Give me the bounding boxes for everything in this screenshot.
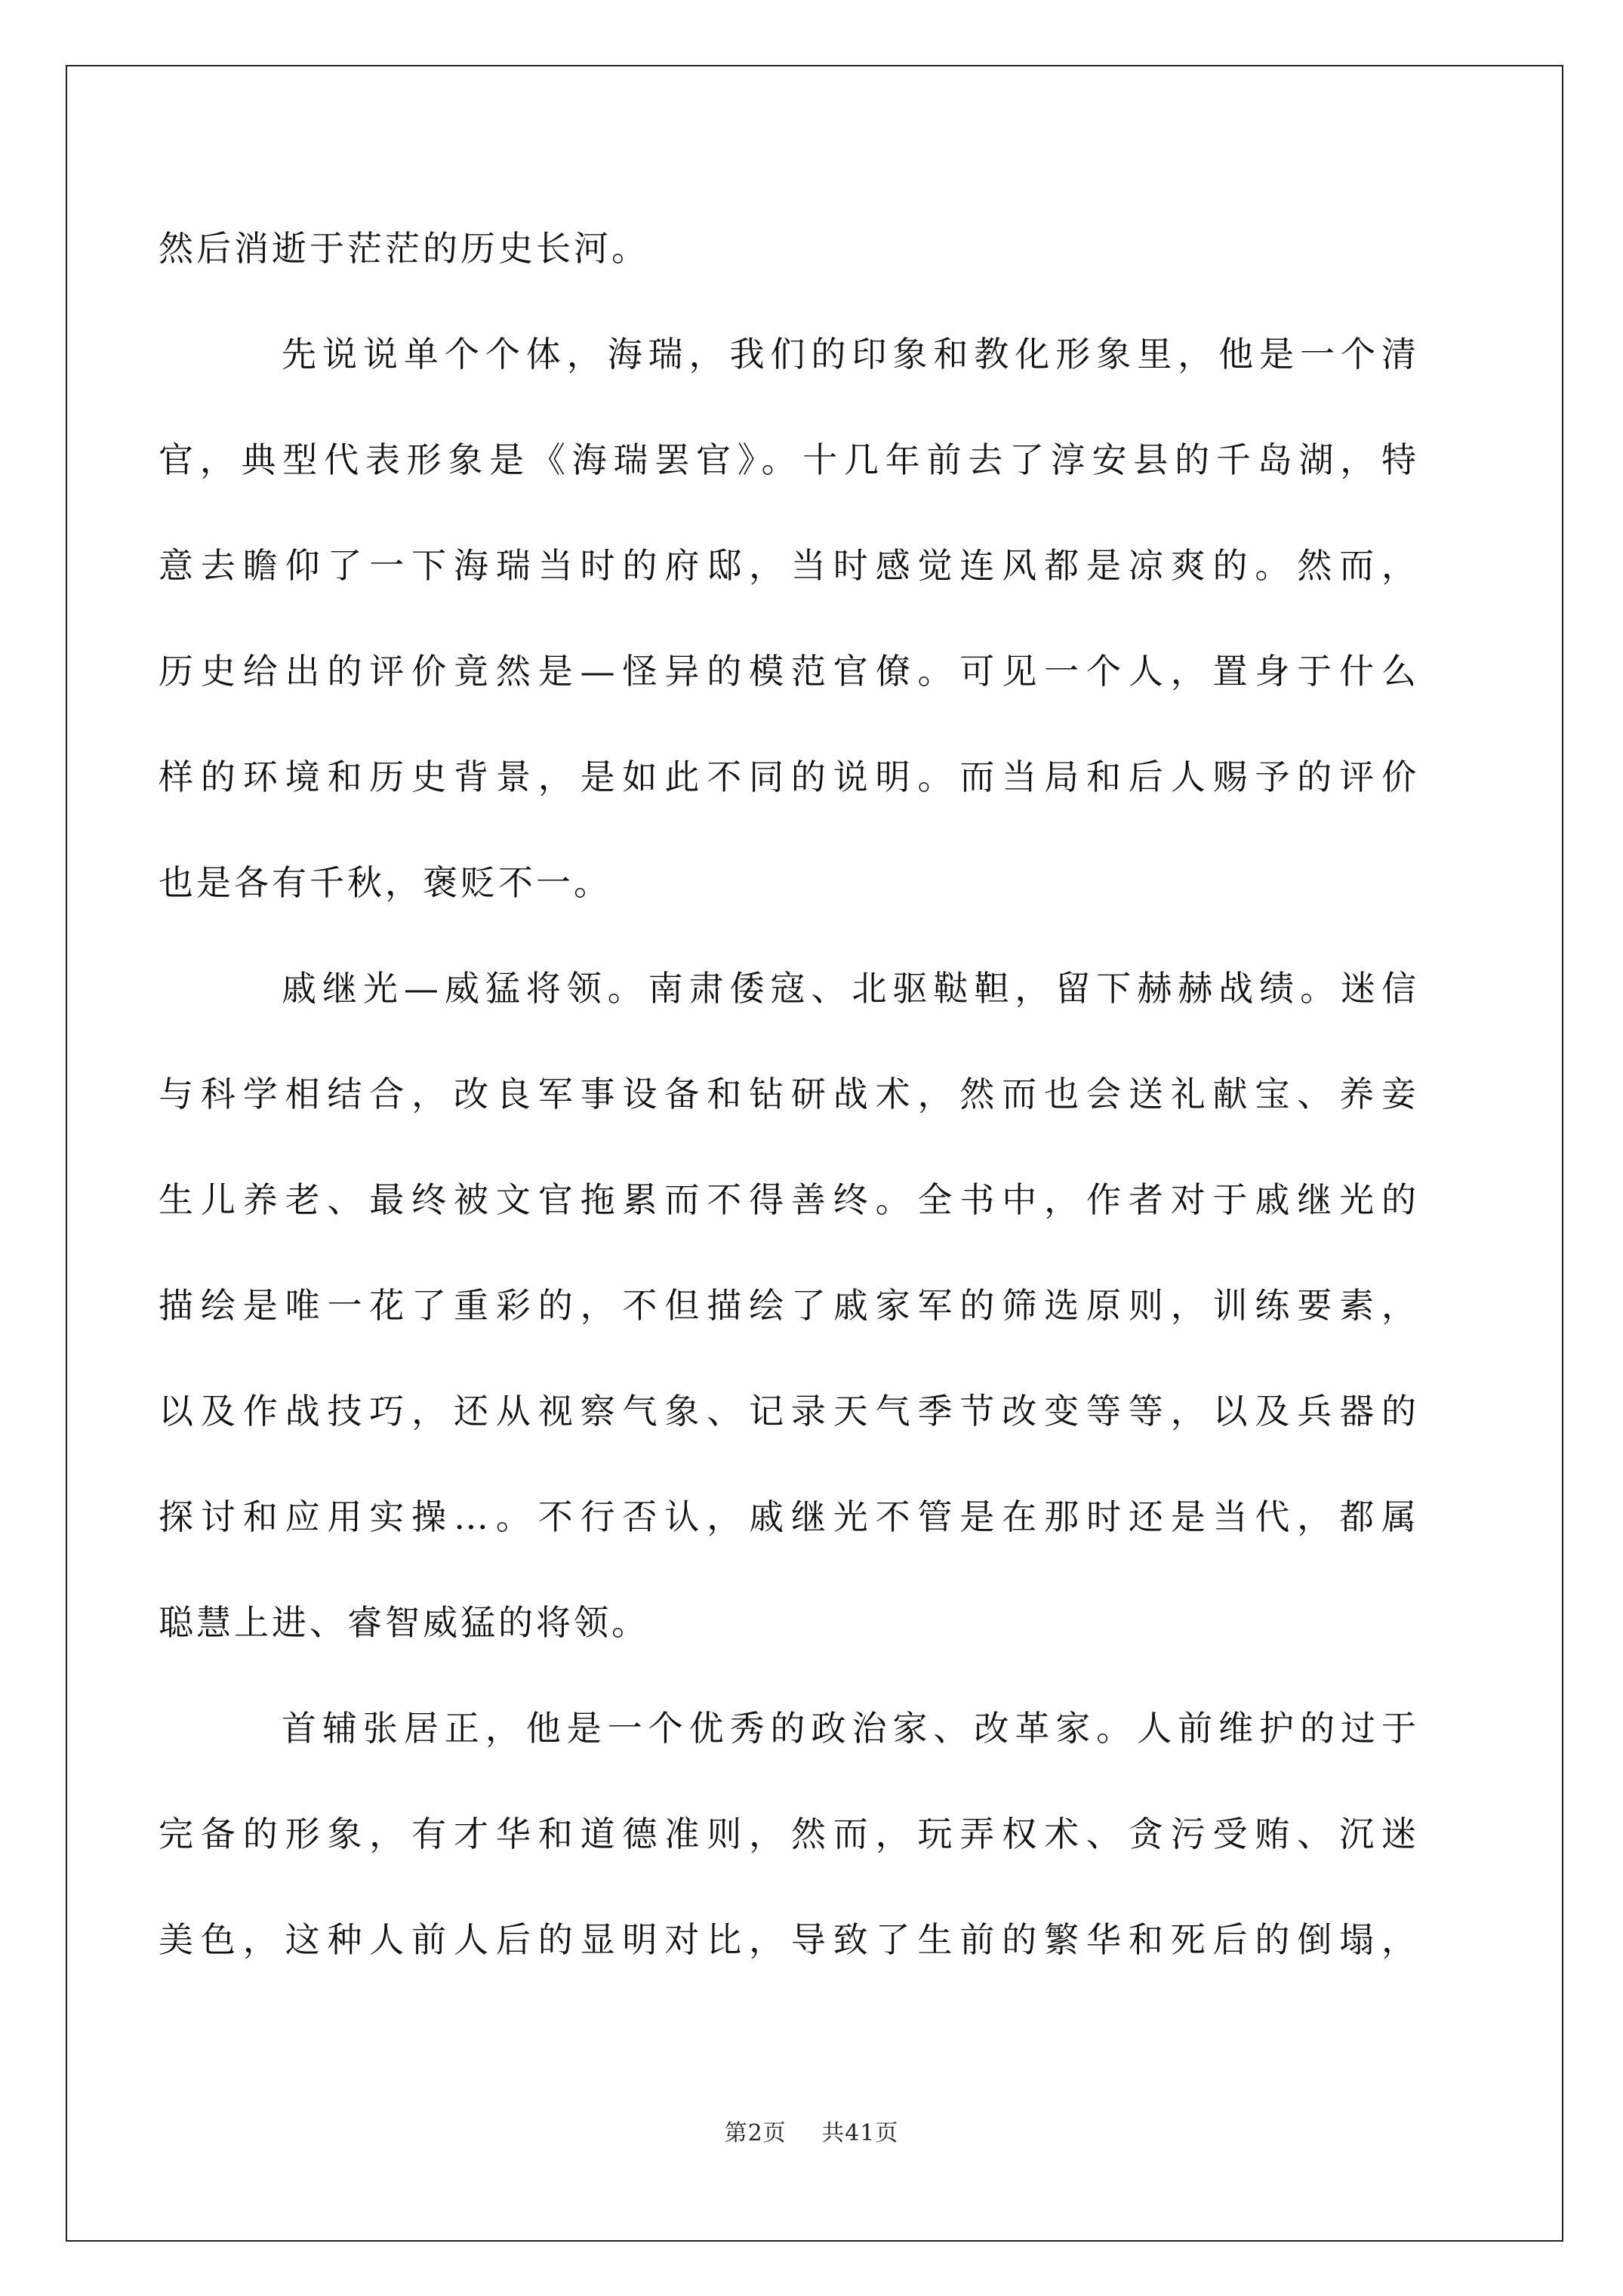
text-line: 描绘是唯一花了重彩的，不但描绘了戚家军的筛选原则，训练要素， — [159, 1285, 1419, 1326]
text-line: 美色，这种人前人后的显明对比，导致了生前的繁华和死后的倒塌， — [159, 1919, 1419, 1960]
text-line: 首辅张居正，他是一个优秀的政治家、改革家。人前维护的过于 — [282, 1708, 1419, 1749]
text-line: 聪慧上进、睿智威猛的将领。 — [159, 1602, 649, 1643]
page-footer — [0, 2114, 1623, 2147]
text-line: 戚继光—威猛将领。南肃倭寇、北驱鞑靼，留下赫赫战绩。迷信 — [282, 968, 1419, 1009]
text-line: 官，典型代表形象是《海瑞罢官》。十几年前去了淳安县的千岛湖，特 — [159, 439, 1419, 480]
page-number: 第2页 — [724, 2120, 787, 2147]
text-line: 以及作战技巧，还从视察气象、记录天气季节改变等等，以及兵器的 — [159, 1391, 1419, 1432]
text-line: 生儿养老、最终被文官拖累而不得善终。全书中，作者对于戚继光的 — [159, 1179, 1419, 1220]
text-line: 意去瞻仰了一下海瑞当时的府邸，当时感觉连风都是凉爽的。然而， — [159, 545, 1419, 586]
text-line: 样的环境和历史背景，是如此不同的说明。而当局和后人赐予的评价 — [159, 757, 1419, 797]
text-line: 也是各有千秋，褒贬不一。 — [159, 862, 611, 903]
text-line: 然后消逝于茫茫的历史长河。 — [159, 228, 649, 269]
text-line: 先说说单个个体，海瑞，我们的印象和教化形象里，他是一个清 — [282, 334, 1419, 374]
text-line: 探讨和应用实操…。不行否认，戚继光不管是在那时还是当代，都属 — [159, 1496, 1419, 1537]
text-line: 与科学相结合，改良军事设备和钻研战术，然而也会送礼献宝、养妾 — [159, 1074, 1419, 1114]
text-line: 完备的形象，有才华和道德准则，然而，玩弄权术、贪污受贿、沉迷 — [159, 1814, 1419, 1854]
page-total: 共41页 — [821, 2120, 899, 2147]
body-text — [159, 215, 1419, 2012]
text-line: 历史给出的评价竟然是—怪异的模范官僚。可见一个人，置身于什么 — [159, 651, 1419, 692]
